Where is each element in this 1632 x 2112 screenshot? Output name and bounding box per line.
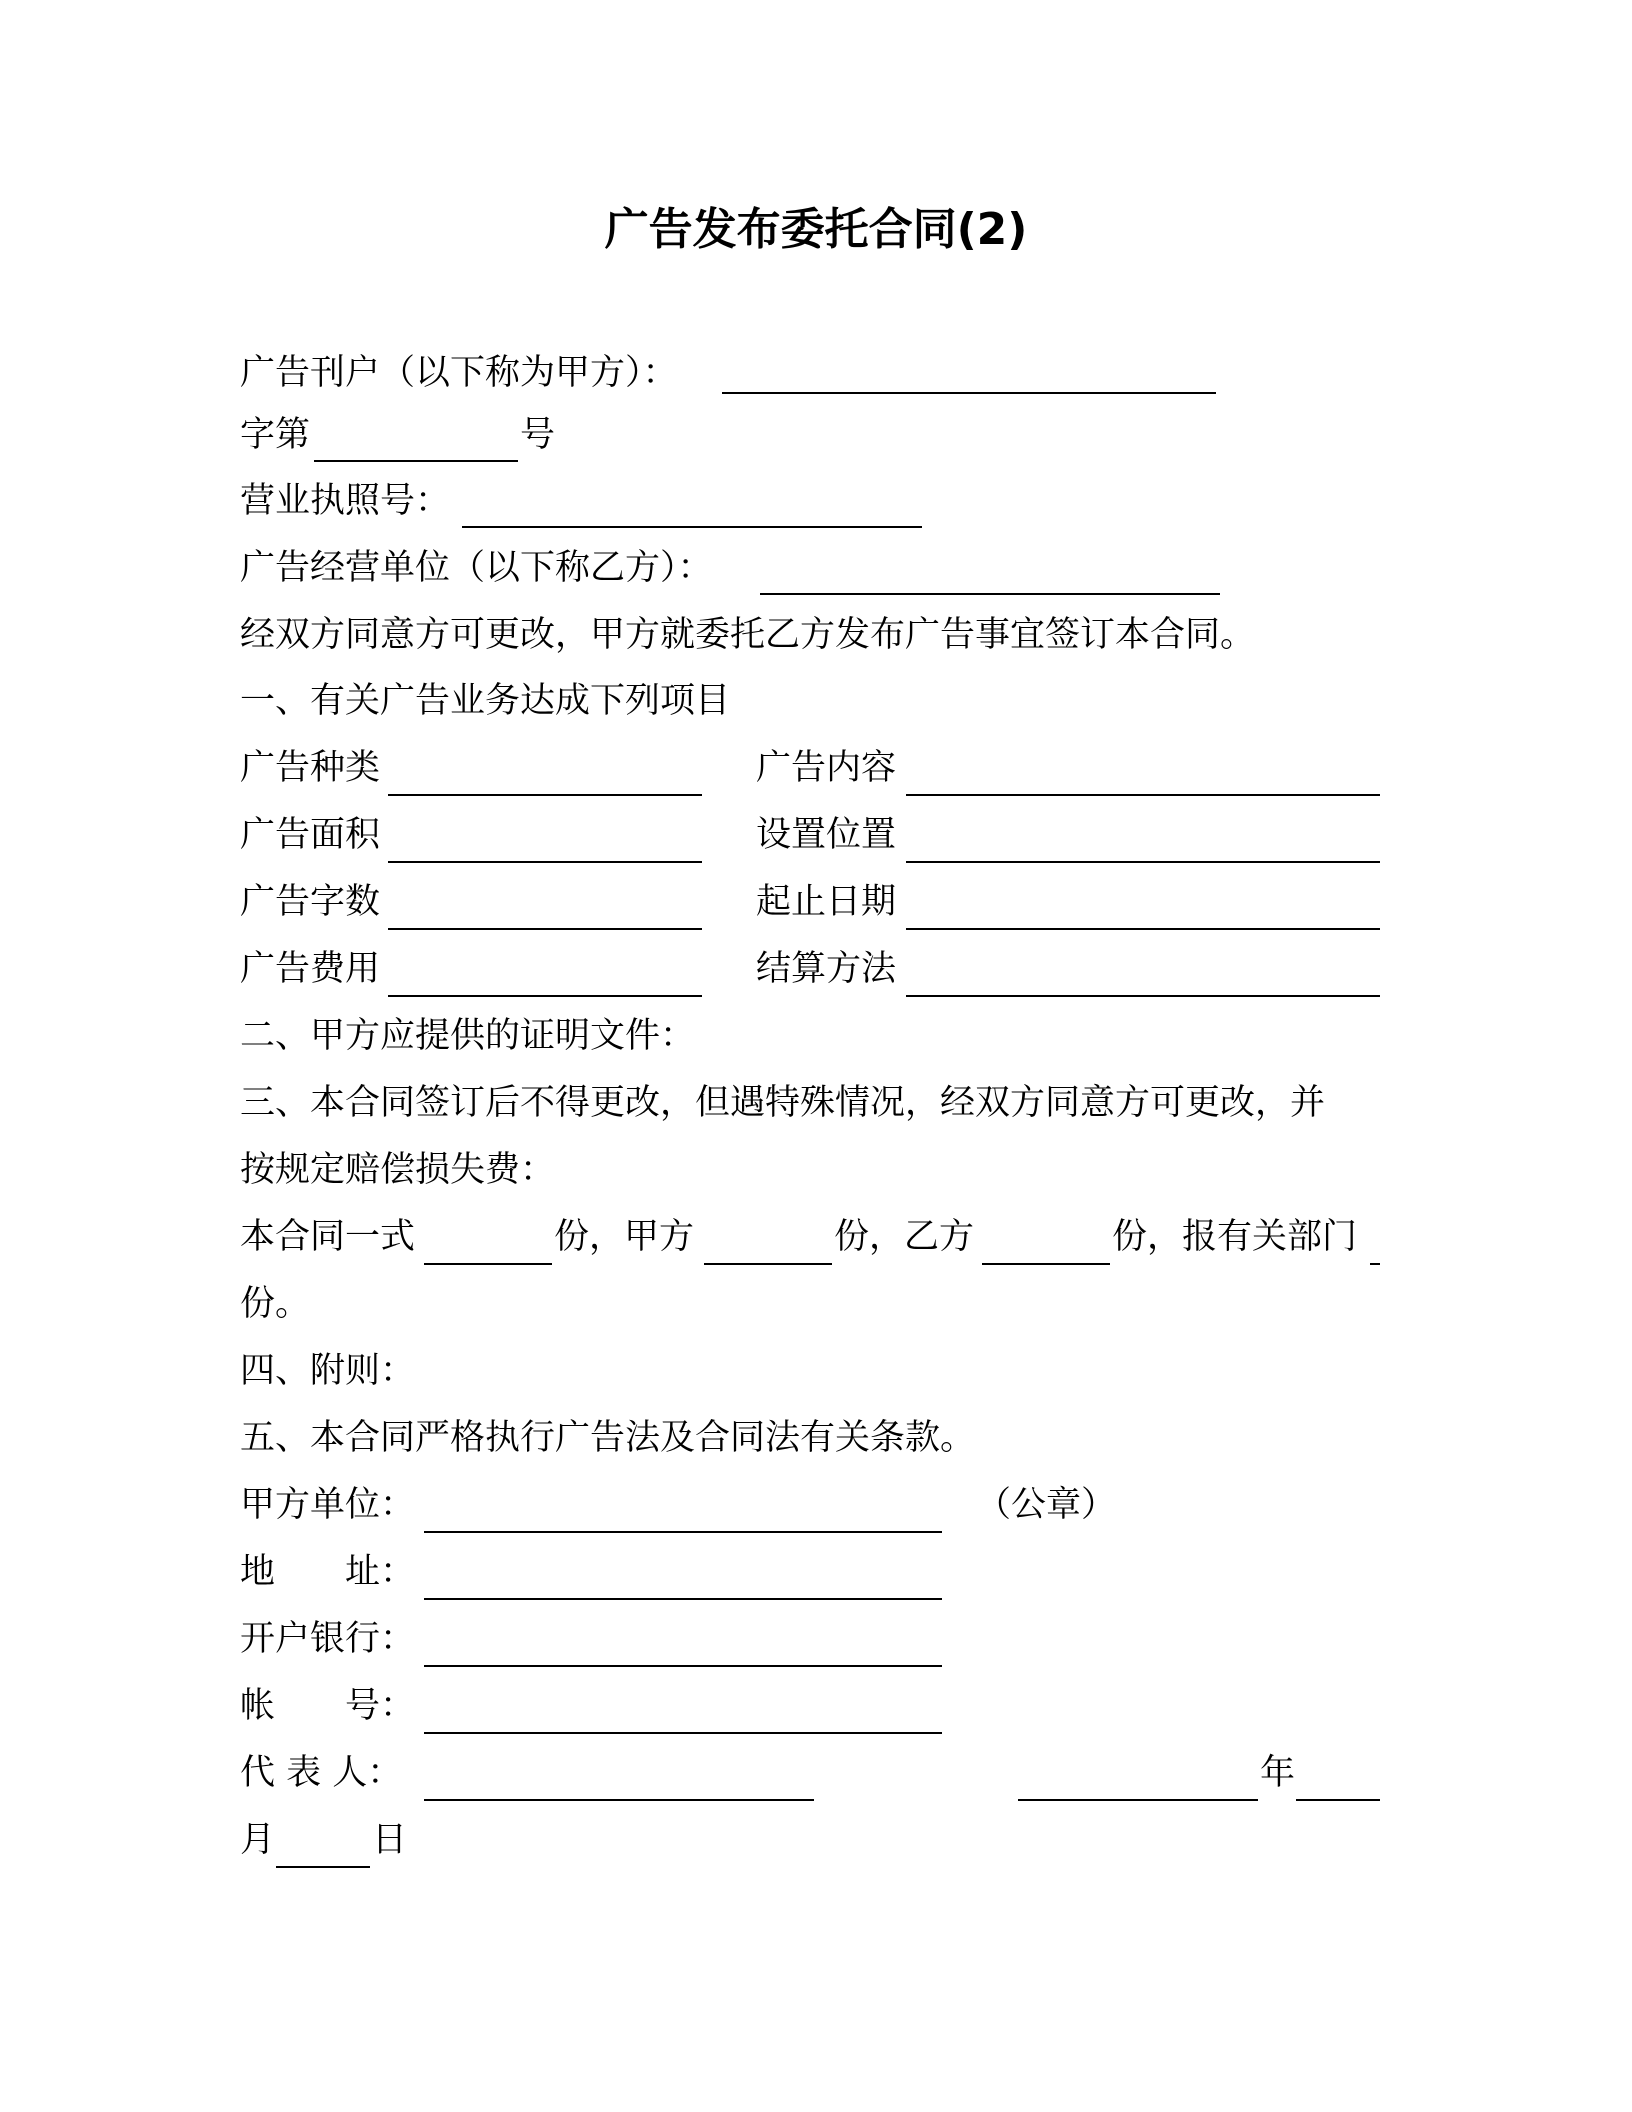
copies-dept-blank[interactable] bbox=[1370, 1263, 1380, 1265]
field-word-count-blank[interactable] bbox=[388, 928, 702, 930]
month-prefix-blank[interactable] bbox=[1296, 1799, 1380, 1801]
field-settlement-blank[interactable] bbox=[906, 995, 1380, 997]
address-blank[interactable] bbox=[424, 1598, 942, 1600]
bank-label: 开户银行： bbox=[240, 1619, 416, 1659]
field-ad-area-blank[interactable] bbox=[388, 861, 702, 863]
section-1-heading: 一、有关广告业务达成下列项目 bbox=[240, 681, 731, 721]
section-4-heading: 四、附则： bbox=[240, 1351, 416, 1391]
month-label: 月 bbox=[240, 1820, 276, 1860]
section-3-line-2: 按规定赔偿损失费： bbox=[240, 1150, 556, 1190]
field-settlement-label: 结算方法 bbox=[756, 949, 897, 989]
address-label: 地 址： bbox=[240, 1552, 416, 1592]
copies-text-d: 份，报有关部门 bbox=[1112, 1217, 1358, 1257]
license-label: 营业执照号： bbox=[240, 481, 451, 521]
copies-a-blank[interactable] bbox=[704, 1263, 832, 1265]
document-title: 广告发布委托合同(2) bbox=[604, 204, 1028, 255]
zi-di-label: 字第 bbox=[240, 415, 311, 455]
copies-text-c: 份，乙方 bbox=[834, 1217, 975, 1257]
field-ad-content-blank[interactable] bbox=[906, 794, 1380, 796]
bank-blank[interactable] bbox=[424, 1665, 942, 1667]
field-dates-label: 起止日期 bbox=[756, 882, 897, 922]
representative-blank[interactable] bbox=[424, 1799, 814, 1801]
section-3-line-1: 三、本合同签订后不得更改，但遇特殊情况，经双方同意方可更改，并 bbox=[240, 1083, 1326, 1123]
field-word-count-label: 广告字数 bbox=[240, 882, 381, 922]
intro-text: 经双方同意方可更改，甲方就委托乙方发布广告事宜签订本合同。 bbox=[240, 615, 1256, 655]
sign-unit-blank[interactable] bbox=[424, 1531, 942, 1533]
account-blank[interactable] bbox=[424, 1732, 942, 1734]
sign-unit-label: 甲方单位： bbox=[240, 1485, 416, 1525]
party-a-label: 广告刊户（以下称为甲方）： bbox=[240, 353, 678, 393]
field-location-label: 设置位置 bbox=[756, 815, 897, 855]
field-ad-type-blank[interactable] bbox=[388, 794, 702, 796]
field-ad-content-label: 广告内容 bbox=[756, 748, 897, 788]
account-label: 帐 号： bbox=[240, 1686, 416, 1726]
copies-text-e: 份。 bbox=[240, 1284, 311, 1324]
hao-label: 号 bbox=[520, 415, 556, 455]
field-fee-blank[interactable] bbox=[388, 995, 702, 997]
party-b-blank[interactable] bbox=[760, 593, 1220, 595]
year-blank[interactable] bbox=[1018, 1799, 1258, 1801]
copies-total-blank[interactable] bbox=[424, 1263, 552, 1265]
party-a-blank[interactable] bbox=[722, 392, 1216, 394]
year-label: 年 bbox=[1260, 1753, 1296, 1793]
field-location-blank[interactable] bbox=[906, 861, 1380, 863]
license-blank[interactable] bbox=[462, 526, 922, 528]
field-fee-label: 广告费用 bbox=[240, 949, 381, 989]
representative-label: 代 表 人： bbox=[240, 1753, 403, 1793]
zi-di-blank[interactable] bbox=[314, 460, 518, 462]
field-dates-blank[interactable] bbox=[906, 928, 1380, 930]
copies-text-b: 份，甲方 bbox=[554, 1217, 695, 1257]
field-ad-area-label: 广告面积 bbox=[240, 815, 381, 855]
field-ad-type-label: 广告种类 bbox=[240, 748, 381, 788]
day-blank[interactable] bbox=[276, 1866, 370, 1868]
copies-b-blank[interactable] bbox=[982, 1263, 1110, 1265]
section-5-heading: 五、本合同严格执行广告法及合同法有关条款。 bbox=[240, 1418, 976, 1458]
section-2-heading: 二、甲方应提供的证明文件： bbox=[240, 1016, 696, 1056]
copies-text-a: 本合同一式 bbox=[240, 1217, 416, 1257]
day-label: 日 bbox=[372, 1820, 408, 1860]
party-b-label: 广告经营单位（以下称乙方）： bbox=[240, 548, 713, 588]
seal-label: （公章） bbox=[976, 1485, 1117, 1525]
